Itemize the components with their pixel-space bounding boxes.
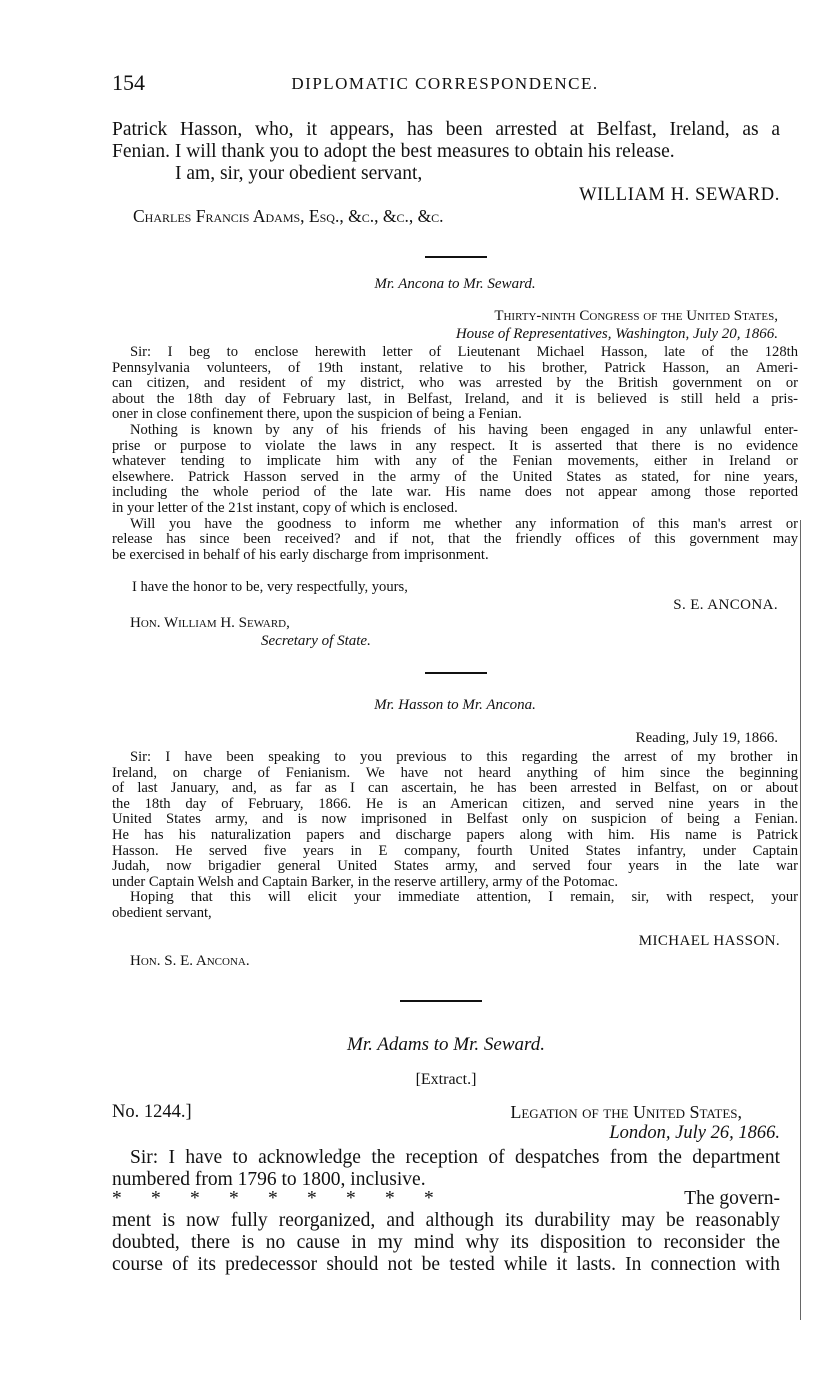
letter2-body (112, 345, 798, 563)
letter4-number: No. 1244.] (112, 1102, 192, 1122)
text-line: including the whole period of the late war. His name does not appear among those reported (112, 484, 798, 501)
letter2-addressee: Hon. William H. Seward, (130, 615, 290, 631)
text-line: be exercised in behalf of his early discharge from imprisonment. (112, 546, 489, 563)
letter4-body-continued (112, 1210, 780, 1276)
text-line: course of its predecessor should not be tested while it lasts. In connection with (112, 1254, 780, 1275)
letter3-signature: MICHAEL HASSON. (638, 933, 780, 949)
letter1-signature: WILLIAM H. SEWARD. (579, 185, 780, 205)
text-line: elsewhere. Patrick Hasson served in the army of the United States as stated, for nine years, (112, 468, 798, 485)
section-divider (400, 1000, 482, 1002)
page-number: 154 (112, 70, 145, 95)
omission-stars: * * * * * * * * * (112, 1188, 434, 1209)
letter2-place: Thirty-ninth Congress of the United States, (494, 308, 778, 324)
text-line: Hasson. He served five years in E company, fourth United States infantry, under Captain (112, 842, 798, 859)
letter2-heading: Mr. Ancona to Mr. Seward. (374, 276, 536, 292)
section-divider (425, 672, 487, 674)
text-line: can citizen, and resident of my district, who was arrested by the British government on or (112, 375, 798, 392)
letter4-place: Legation of the United States, (510, 1102, 742, 1122)
text-line: Sir: I beg to enclose herewith letter of Lieutenant Michael Hasson, late of the 128th (130, 344, 798, 360)
text-line: Hoping that this will elicit your immediate attention, I remain, sir, with respect, your (130, 889, 798, 906)
running-head: DIPLOMATIC CORRESPONDENCE. (291, 74, 599, 93)
text-line: about the 18th day of February last, in Belfast, Ireland, and it is believed is still held a pris- (112, 390, 798, 407)
letter1-body (112, 119, 780, 163)
text-line: Pennsylvania volunteers, of 19th instant, relative to his brother, Patrick Hasson, an Ameri- (112, 359, 798, 376)
text-line: Sir: I have to acknowledge the reception of despatches from the department (130, 1147, 780, 1168)
letter3-body (112, 750, 798, 922)
text-line: Nothing is known by any of his friends of his having been engaged in any unlawful enter- (130, 421, 798, 438)
letter3-addressee: Hon. S. E. Ancona. (130, 953, 250, 969)
text-line: Will you have the goodness to inform me whether any information of this man's arrest or (130, 515, 798, 532)
text-line: oner in close confinement there, upon the suspicion of being a Fenian. (112, 406, 522, 423)
text-line: He has his naturalization papers and discharge papers along with him. His name is Patrick (112, 826, 798, 843)
text-line: release has since been received? and if not, that the friendly offices of this government may (112, 531, 798, 548)
text-line: in your letter of the 21st instant, copy of which is enclosed. (112, 499, 458, 516)
letter1-addressee: Charles Francis Adams, Esq., &c., &c., &c. (133, 206, 444, 226)
text-line: prise or purpose to violate the laws in any respect. It is asserted that there is no evidence (112, 437, 798, 454)
text-line: ment is now fully reorganized, and although its durability may be reasonably (112, 1210, 780, 1231)
letter2-closing: I have the honor to be, very respectfully, yours, (132, 579, 408, 595)
text-line: Fenian. I will thank you to adopt the best measures to obtain his release. (112, 141, 675, 162)
text-line: the 18th day of February, 1866. He is an American citizen, and served nine years in the (112, 795, 798, 812)
page-header (112, 70, 778, 102)
letter3-heading: Mr. Hasson to Mr. Ancona. (374, 697, 536, 713)
text-line: Sir: I have been speaking to you previous to this regarding the arrest of my brother in (130, 749, 798, 765)
text-line: numbered from 1796 to 1800, inclusive. (112, 1169, 426, 1190)
letter1-closing: I am, sir, your obedient servant, (175, 163, 423, 184)
letter4-extract: [Extract.] (415, 1071, 477, 1088)
text-line: whatever tending to implicate him with any of the Fenian movements, either in Ireland or (112, 453, 798, 470)
text-line: under Captain Welsh and Captain Barker, in the reserve artillery, army of the Potomac. (112, 873, 619, 890)
letter4-dateline: London, July 26, 1866. (609, 1123, 780, 1143)
text-line: of last January, and, as far as I can ascertain, he has been arrested in Belfast, on or about (112, 780, 798, 797)
text-line: Ireland, on charge of Fenianism. We have not heard anything of him since the beginning (112, 764, 798, 781)
text-line: doubted, there is no cause in my mind why its disposition to reconsider the (112, 1232, 780, 1253)
text-line: The govern- (684, 1188, 780, 1209)
text-line: Patrick Hasson, who, it appears, has been arrested at Belfast, Ireland, as a (112, 119, 780, 140)
letter3-dateline: Reading, July 19, 1866. (635, 730, 778, 746)
section-divider (425, 256, 487, 258)
letter2-addressee-title: Secretary of State. (261, 633, 371, 649)
letter2-signature: S. E. ANCONA. (673, 597, 778, 613)
text-line: obedient servant, (112, 904, 212, 921)
text-line: United States army, and is now imprisoned in Belfast only on suspicion of being a Fenian. (112, 811, 798, 828)
letter4-heading: Mr. Adams to Mr. Seward. (347, 1034, 545, 1055)
letter4-body (112, 1147, 780, 1191)
letter2-dateline: House of Representatives, Washington, July 20, 1866. (455, 326, 778, 342)
text-line: Judah, now brigadier general United States army, and served four years in the late war (112, 858, 798, 875)
page-edge-line (800, 520, 801, 1320)
